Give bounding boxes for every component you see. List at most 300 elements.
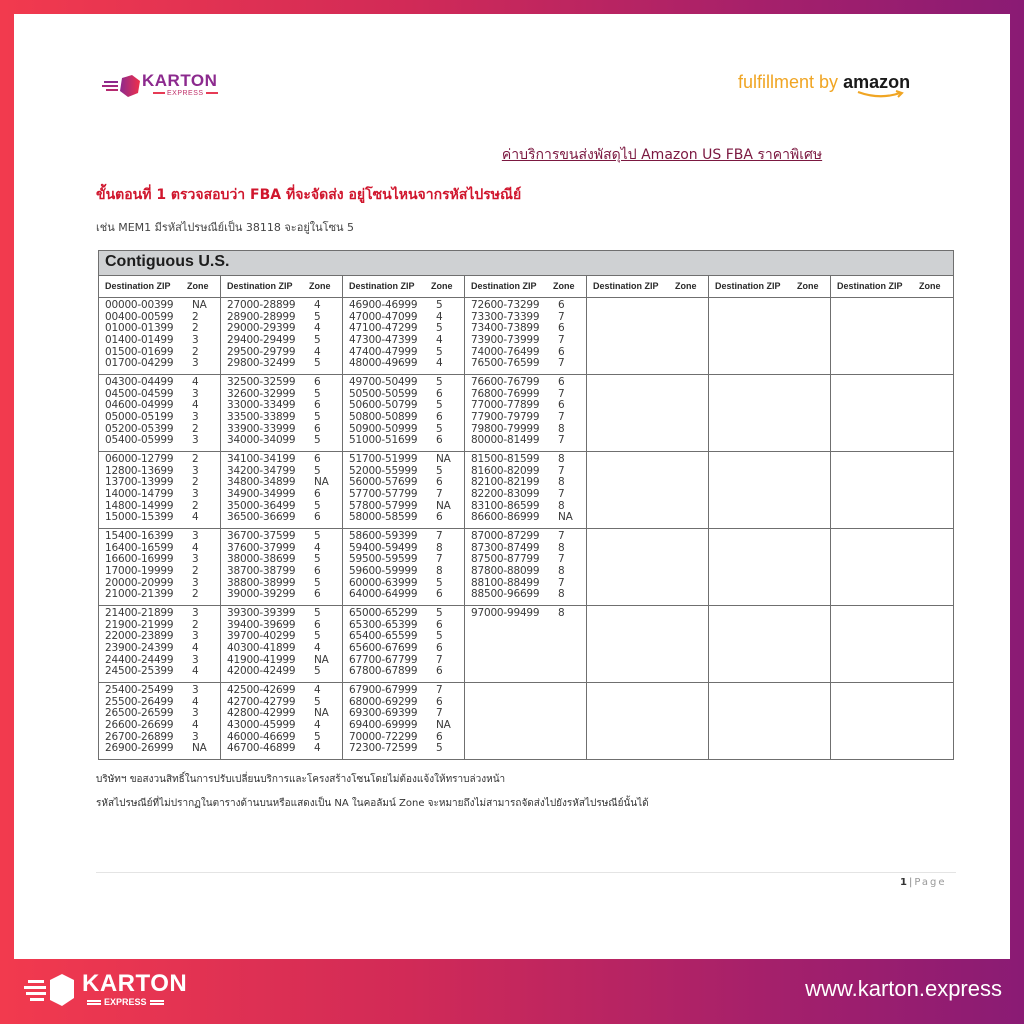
zone-value: NA	[314, 476, 329, 489]
zip-entry	[465, 412, 586, 424]
zip-entry	[99, 489, 220, 501]
zip-range: 21900-21999	[105, 618, 174, 631]
zip-entry	[465, 335, 586, 347]
header-column	[465, 276, 587, 297]
page-number: 1 | Page	[900, 877, 947, 888]
zip-range: 33900-33999	[227, 422, 296, 435]
zip-range: 42800-42999	[227, 707, 296, 720]
zip-range: 65300-65399	[349, 618, 418, 631]
zip-range: 69400-69999	[349, 719, 418, 732]
fulfillment-by-amazon-logo	[738, 72, 938, 102]
zone-value: 3	[192, 357, 199, 370]
zone-value: 6	[314, 453, 321, 465]
table-cell	[587, 606, 709, 682]
zone-value: 7	[558, 411, 565, 424]
table-cell	[465, 529, 587, 605]
zip-range: 05400-05999	[105, 434, 174, 447]
zone-value: 4	[314, 684, 321, 696]
header-zone: Zone	[553, 281, 575, 291]
table-header-row	[99, 276, 953, 298]
zone-value: NA	[436, 453, 451, 465]
zip-range: 24500-25399	[105, 665, 174, 678]
header-destination-zip: Destination ZIP	[837, 281, 903, 291]
zone-value: 5	[436, 299, 443, 311]
karton-express-logo	[102, 71, 222, 101]
zip-range: 72600-73299	[471, 299, 540, 311]
zone-value: 5	[314, 387, 321, 400]
zone-value: 6	[314, 488, 321, 501]
zone-value: 5	[314, 576, 321, 589]
zip-entry	[343, 608, 464, 620]
table-cell	[343, 606, 465, 682]
header-zone: Zone	[431, 281, 453, 291]
zip-range: 29000-29399	[227, 322, 296, 335]
zip-range: 36500-36699	[227, 511, 296, 524]
zip-entry	[99, 608, 220, 620]
zip-range: 59500-59599	[349, 553, 418, 566]
table-cell	[343, 683, 465, 759]
partner-brand: amazon	[843, 72, 911, 92]
zip-range: 13700-13999	[105, 476, 174, 489]
zip-entry	[99, 454, 220, 466]
page-number-value: 1	[900, 877, 907, 888]
zip-range: 65000-65299	[349, 607, 418, 619]
zone-value: 5	[436, 630, 443, 643]
zip-entry	[465, 512, 586, 524]
zone-value: 7	[558, 488, 565, 501]
zip-range: 79800-79999	[471, 422, 540, 435]
zone-value: 6	[436, 730, 443, 743]
zip-range: 01500-01699	[105, 345, 174, 358]
partner-prefix: fulfillment by	[738, 72, 839, 92]
zip-range: 43000-45999	[227, 719, 296, 732]
zip-range: 47000-47099	[349, 310, 418, 323]
footer-brand-sub: EXPRESS	[84, 997, 167, 1007]
zone-value: 8	[436, 541, 443, 554]
table-cell	[221, 683, 343, 759]
zip-range: 25500-26499	[105, 695, 174, 708]
zip-range: 28900-28999	[227, 310, 296, 323]
zone-value: 6	[558, 322, 565, 335]
zip-range: 34800-34899	[227, 476, 296, 489]
header-column	[221, 276, 343, 297]
zone-value: 3	[192, 530, 199, 542]
zip-range: 04600-04999	[105, 399, 174, 412]
zone-value: 2	[192, 476, 199, 489]
header-destination-zip: Destination ZIP	[471, 281, 537, 291]
zip-range: 14000-14799	[105, 488, 174, 501]
table-cell	[587, 529, 709, 605]
table-cell	[709, 529, 831, 605]
header-zone: Zone	[919, 281, 941, 291]
zone-value: 2	[192, 345, 199, 358]
zip-entry	[99, 300, 220, 312]
zone-value: 7	[436, 684, 443, 696]
zone-value: 4	[192, 511, 199, 524]
table-row	[99, 375, 953, 452]
zip-range: 73400-73899	[471, 322, 540, 335]
zip-range: 56000-57699	[349, 476, 418, 489]
zip-range: 01400-01499	[105, 334, 174, 347]
zone-value: 5	[436, 607, 443, 619]
zone-value: 6	[436, 618, 443, 631]
zip-range: 34900-34999	[227, 488, 296, 501]
zip-range: 80000-81499	[471, 434, 540, 447]
zone-value: 7	[436, 653, 443, 666]
zone-value: 5	[436, 742, 443, 755]
zone-value: NA	[314, 707, 329, 720]
brand-sub: EXPRESS	[151, 90, 220, 97]
zone-value: 2	[192, 322, 199, 335]
zip-entry	[221, 512, 342, 524]
zone-value: 4	[314, 719, 321, 732]
zone-table	[98, 250, 954, 760]
table-cell	[709, 606, 831, 682]
zip-range: 67900-67999	[349, 684, 418, 696]
zone-value: 8	[558, 499, 565, 512]
zip-range: 38000-38699	[227, 553, 296, 566]
zone-value: 4	[314, 742, 321, 755]
zip-range: 42700-42799	[227, 695, 296, 708]
table-cell	[831, 606, 953, 682]
zone-value: 6	[436, 642, 443, 655]
table-cell	[465, 683, 587, 759]
table-row	[99, 683, 953, 759]
zip-entry	[465, 435, 586, 447]
zip-range: 37600-37999	[227, 541, 296, 554]
zone-value: 8	[558, 607, 565, 619]
table-cell	[831, 452, 953, 528]
zip-range: 86600-86999	[471, 511, 540, 524]
zip-range: 01000-01399	[105, 322, 174, 335]
zip-range: 42500-42699	[227, 684, 296, 696]
zip-range: 23900-24399	[105, 642, 174, 655]
zone-value: NA	[192, 299, 207, 311]
zip-range: 24400-24499	[105, 653, 174, 666]
zone-value: 5	[314, 464, 321, 477]
zip-entry	[221, 454, 342, 466]
zone-value: 4	[314, 322, 321, 335]
zip-range: 68000-69299	[349, 695, 418, 708]
zip-entry	[465, 589, 586, 601]
speed-box-icon	[102, 75, 142, 97]
zip-range: 27000-28899	[227, 299, 296, 311]
zip-range: 01700-04299	[105, 357, 174, 370]
zone-value: 3	[192, 434, 199, 447]
header-destination-zip: Destination ZIP	[715, 281, 781, 291]
zone-value: 4	[192, 376, 199, 388]
zone-value: 6	[314, 618, 321, 631]
zip-entry	[221, 489, 342, 501]
table-cell	[709, 375, 831, 451]
zip-range: 65400-65599	[349, 630, 418, 643]
header-zone: Zone	[187, 281, 209, 291]
zip-range: 20000-20999	[105, 576, 174, 589]
zip-range: 47400-47999	[349, 345, 418, 358]
document-title-text: ค่าบริการขนส่งพัสดุไป Amazon US FBA ราคาพิเศษ	[501, 147, 823, 163]
zip-range: 22000-23899	[105, 630, 174, 643]
zip-range: 04500-04599	[105, 387, 174, 400]
zone-value: 3	[192, 707, 199, 720]
zip-range: 00400-00599	[105, 310, 174, 323]
table-cell	[465, 375, 587, 451]
zone-value: 5	[314, 665, 321, 678]
zone-value: 6	[436, 411, 443, 424]
zip-range: 77900-79799	[471, 411, 540, 424]
zip-range: 15400-16399	[105, 530, 174, 542]
example-text: เช่น MEM1 มีรหัสไปรษณีย์เป็น 38118 จะอยู่ในโซน 5	[96, 221, 355, 234]
table-cell	[221, 375, 343, 451]
zip-range: 40300-41899	[227, 642, 296, 655]
zone-value: 4	[436, 310, 443, 323]
zone-value: 4	[192, 399, 199, 412]
zip-entry	[99, 566, 220, 578]
zone-value: 6	[436, 588, 443, 601]
table-cell	[99, 529, 221, 605]
zip-entry	[343, 512, 464, 524]
zip-range: 35000-36499	[227, 499, 296, 512]
table-cell	[221, 452, 343, 528]
zone-value: 3	[192, 607, 199, 619]
zip-range: 77000-77899	[471, 399, 540, 412]
zip-range: 14800-14999	[105, 499, 174, 512]
zone-value: 6	[314, 588, 321, 601]
zip-entry	[343, 377, 464, 389]
zone-value: 5	[314, 695, 321, 708]
zip-entry	[343, 335, 464, 347]
zip-range: 34000-34099	[227, 434, 296, 447]
table-row	[99, 606, 953, 683]
header-zone: Zone	[675, 281, 697, 291]
header-zone: Zone	[309, 281, 331, 291]
zone-value: 5	[314, 411, 321, 424]
zone-value: 2	[192, 422, 199, 435]
zone-value: 2	[192, 618, 199, 631]
zip-range: 82200-83099	[471, 488, 540, 501]
header-column	[709, 276, 831, 297]
zone-value: 6	[558, 399, 565, 412]
zone-value: 6	[436, 511, 443, 524]
zip-entry	[343, 643, 464, 655]
zip-entry	[465, 608, 586, 620]
zip-range: 46700-46899	[227, 742, 296, 755]
zip-range: 26500-26599	[105, 707, 174, 720]
zip-entry	[99, 512, 220, 524]
zone-value: 5	[436, 376, 443, 388]
zone-value: 3	[192, 630, 199, 643]
zip-entry	[343, 720, 464, 732]
header-column	[99, 276, 221, 297]
zone-value: 5	[436, 399, 443, 412]
zone-value: 4	[314, 299, 321, 311]
zip-entry	[343, 489, 464, 501]
zip-range: 38800-38999	[227, 576, 296, 589]
zip-range: 52000-55999	[349, 464, 418, 477]
zone-value: 6	[558, 299, 565, 311]
zip-range: 05000-05199	[105, 411, 174, 424]
zip-range: 64000-64999	[349, 588, 418, 601]
table-caption: Contiguous U.S.	[99, 251, 953, 276]
table-cell	[831, 375, 953, 451]
zone-value: 5	[436, 422, 443, 435]
zip-range: 50900-50999	[349, 422, 418, 435]
zip-range: 49700-50499	[349, 376, 418, 388]
table-cell	[709, 683, 831, 759]
zip-range: 51000-51699	[349, 434, 418, 447]
table-row	[99, 298, 953, 375]
zone-value: 3	[192, 730, 199, 743]
zone-value: 5	[314, 357, 321, 370]
zip-range: 72300-72599	[349, 742, 418, 755]
zone-value: 4	[436, 357, 443, 370]
zip-entry	[343, 531, 464, 543]
zone-value: 4	[192, 541, 199, 554]
zip-range: 58600-59399	[349, 530, 418, 542]
zip-range: 12800-13699	[105, 464, 174, 477]
zone-value: 7	[558, 434, 565, 447]
zone-value: 5	[314, 310, 321, 323]
zone-value: 7	[558, 576, 565, 589]
zone-value: 5	[314, 630, 321, 643]
zone-value: NA	[436, 499, 451, 512]
table-cell	[99, 452, 221, 528]
table-cell	[587, 375, 709, 451]
zip-entry	[343, 412, 464, 424]
zip-range: 76600-76799	[471, 376, 540, 388]
table-cell	[99, 606, 221, 682]
zip-range: 34200-34799	[227, 464, 296, 477]
zip-range: 46900-46999	[349, 299, 418, 311]
zip-range: 87800-88099	[471, 565, 540, 578]
zone-value: 4	[192, 695, 199, 708]
zip-range: 29400-29499	[227, 334, 296, 347]
zip-range: 38700-38799	[227, 565, 296, 578]
zip-range: 29500-29799	[227, 345, 296, 358]
zip-range: 26700-26899	[105, 730, 174, 743]
zone-value: 7	[558, 357, 565, 370]
page-label: Page	[914, 877, 947, 888]
table-cell	[343, 375, 465, 451]
zip-range: 46000-46699	[227, 730, 296, 743]
zip-entry	[465, 358, 586, 370]
zip-entry	[99, 743, 220, 755]
zip-entry	[343, 685, 464, 697]
table-cell	[465, 298, 587, 374]
zip-entry	[99, 666, 220, 678]
zip-range: 39400-39699	[227, 618, 296, 631]
zone-value: NA	[558, 511, 573, 524]
zone-value: 3	[192, 387, 199, 400]
zone-value: 8	[558, 422, 565, 435]
zip-range: 04300-04499	[105, 376, 174, 388]
zone-value: 3	[192, 411, 199, 424]
zip-range: 59600-59999	[349, 565, 418, 578]
zone-value: 2	[192, 565, 199, 578]
zip-entry	[99, 643, 220, 655]
zone-value: 2	[192, 453, 199, 465]
table-cell	[221, 606, 343, 682]
zip-entry	[99, 412, 220, 424]
zip-range: 50800-50899	[349, 411, 418, 424]
zone-value: 2	[192, 588, 199, 601]
zip-range: 57700-57799	[349, 488, 418, 501]
zone-value: 7	[558, 553, 565, 566]
zip-range: 87000-87299	[471, 530, 540, 542]
zip-range: 16400-16599	[105, 541, 174, 554]
zip-entry	[343, 454, 464, 466]
header-destination-zip: Destination ZIP	[227, 281, 293, 291]
zip-range: 59400-59499	[349, 541, 418, 554]
zip-entry	[343, 743, 464, 755]
zone-value: 5	[314, 730, 321, 743]
zip-entry	[99, 435, 220, 447]
website-link[interactable]: www.karton.express	[805, 976, 1002, 1001]
zone-value: 6	[558, 376, 565, 388]
zone-value: 5	[436, 322, 443, 335]
zip-range: 26600-26699	[105, 719, 174, 732]
zip-range: 32600-32999	[227, 387, 296, 400]
zip-range: 88100-88499	[471, 576, 540, 589]
table-cell	[343, 452, 465, 528]
step-heading: ขั้นตอนที่ 1 ตรวจสอบว่า FBA ที่จะจัดส่ง อยู่โซนไหนจากรหัสไปรษณีย์	[96, 187, 522, 203]
footer-divider	[96, 872, 956, 873]
table-cell	[709, 452, 831, 528]
zone-value: 8	[558, 565, 565, 578]
table-cell	[343, 298, 465, 374]
zip-range: 39300-39399	[227, 607, 296, 619]
zone-value: 5	[436, 345, 443, 358]
zip-entry	[221, 335, 342, 347]
zone-value: 6	[436, 434, 443, 447]
zone-value: 2	[192, 499, 199, 512]
zone-value: 7	[436, 707, 443, 720]
zip-entry	[343, 566, 464, 578]
zip-range: 58000-58599	[349, 511, 418, 524]
zone-value: 6	[436, 665, 443, 678]
zone-value: 3	[192, 553, 199, 566]
zip-entry	[221, 358, 342, 370]
document-title	[14, 144, 1010, 166]
zip-entry	[343, 300, 464, 312]
table-cell	[343, 529, 465, 605]
zip-range: 81500-81599	[471, 453, 540, 465]
zone-value: 4	[192, 719, 199, 732]
zip-range: 60000-63999	[349, 576, 418, 589]
table-cell	[465, 452, 587, 528]
zip-range: 36700-37599	[227, 530, 296, 542]
zip-range: 34100-34199	[227, 453, 296, 465]
zone-value: 4	[314, 642, 321, 655]
zone-value: 3	[192, 334, 199, 347]
zip-range: 67700-67799	[349, 653, 418, 666]
zip-entry	[465, 566, 586, 578]
zone-value: 5	[436, 464, 443, 477]
zip-range: 82100-82199	[471, 476, 540, 489]
zone-value: 6	[436, 476, 443, 489]
zip-range: 39700-40299	[227, 630, 296, 643]
zip-range: 76800-76999	[471, 387, 540, 400]
zone-value: 5	[314, 530, 321, 542]
zip-entry	[465, 300, 586, 312]
zone-value: 5	[314, 607, 321, 619]
zip-range: 42000-42499	[227, 665, 296, 678]
zip-range: 21400-21899	[105, 607, 174, 619]
zone-value: 6	[314, 399, 321, 412]
footer-brand-logo	[24, 970, 204, 1010]
zip-range: 47300-47399	[349, 334, 418, 347]
zone-value: 7	[558, 310, 565, 323]
zone-value: 3	[192, 653, 199, 666]
